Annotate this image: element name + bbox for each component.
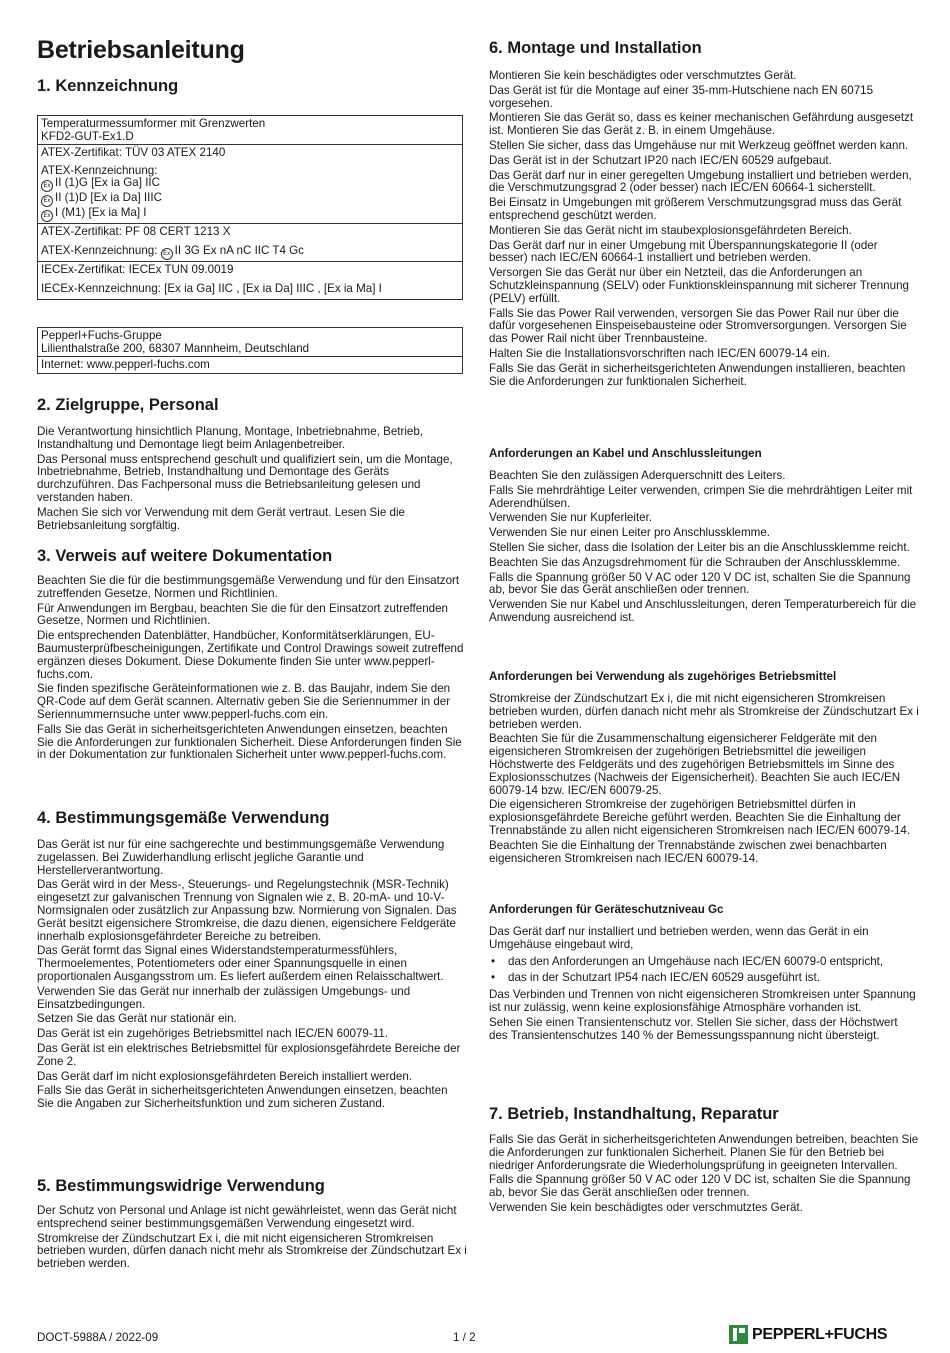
- list-item: • das den Anforderungen an Umgehäuse nach IEC/EN 60079-0 entspricht,: [489, 956, 919, 969]
- atex2-cell: ATEX-Zertifikat: PF 08 CERT 1213 X ATEX-Kennzeichnung: Ex II 3G Ex nA nC IIC T4 Gc: [38, 224, 463, 262]
- section-heading: 1. Kennzeichnung: [37, 77, 179, 95]
- page-number: 1 / 2: [453, 1331, 476, 1344]
- atex-cell: ATEX-Zertifikat: TÜV 03 ATEX 2140 ATEX-Kennzeichnung: Ex II (1)G [Ex ia Ga] IIC Ex II (1)D [Ex ia Da] IIIC Ex I (M1) [Ex ia Ma] I: [38, 145, 463, 224]
- product-cell: Temperaturmessumformer mit Grenzwerten KFD2-GUT-Ex1.D: [38, 116, 463, 145]
- internet-cell: Internet: www.pepperl-fuchs.com: [38, 357, 463, 374]
- marking-table: [37, 115, 467, 300]
- section-7: 7. Betrieb, Instandhaltung, Reparatur Falls Sie das Gerät in sicherheitsgerichteten Anwendungen betreiben, beachten Sie die Anforderungen zur funktionalen Sicherheit. Planen Sie für den Betrieb bei niedriger Anforderungsrate die Wiederholungsprüfung in geeigneten Intervallen. Falls die Spannung größer 50 V AC oder 120 V DC ist, schalten Sie die Spannung ab, bevor Sie das Gerät anschließen oder trennen. Verwenden Sie kein beschädigtes oder verschmutztes Gerät.: [489, 1105, 919, 1214]
- gc-bullet-list: [489, 956, 919, 986]
- section-2: 2. Zielgruppe, Personal Die Verantwortung hinsichtlich Planung, Montage, Inbetriebnahme, Betrieb, Instandhaltung und Demontage liegt beim Anlagenbetreiber. Das Personal muss entsprechend geschult und qualifiziert sein, um die Montage, Inbetriebnahme, Betrieb, Instandhaltung und Demontage des Geräts durchzuführen. Das Fachpersonal muss die Betriebsanleitung gelesen und verstanden haben. Machen Sie sich vor Verwendung mit dem Gerät vertraut. Lesen Sie die Betriebsanleitung sorgfältig.: [37, 396, 453, 532]
- company-cell: Pepperl+Fuchs-Gruppe Lilienthalstraße 200, 68307 Mannheim, Deutschland: [38, 328, 463, 357]
- document-title: Betriebsanleitung: [37, 36, 245, 64]
- ex-symbol-icon: Ex: [41, 210, 53, 222]
- list-item: • das in der Schutzart IP54 nach IEC/EN 60529 ausgeführt ist.: [489, 972, 919, 985]
- logo-icon: [729, 1325, 748, 1344]
- section-1: [37, 77, 467, 96]
- ex-symbol-icon: Ex: [161, 248, 173, 260]
- iecex-cell: IECEx-Zertifikat: IECEx TUN 09.0019 IECEx-Kennzeichnung: [Ex ia Ga] IIC , [Ex ia Da] IIIC , [Ex ia Ma] I: [38, 261, 463, 299]
- section-6: 6. Montage und Installation Montieren Sie kein beschädigtes oder verschmutztes Gerät. Das Gerät ist für die Montage auf einer 35-mm-Hutschiene nach EN 60715 vorgesehen. Montieren Sie das Gerät so, dass es keiner mechanischen Gefährdung ausgesetzt ist. Montieren Sie das Gerät z. B. in einem Umgehäuse. Stellen Sie sicher, dass das Umgehäuse nur mit Werkzeug geöffnet werden kann. Das Gerät ist in der Schutzart IP20 nach IEC/EN 60529 aufgebaut. Das Gerät darf nur in einer geregelten Umgebung installiert und betrieben werden, die Verschmutzungsgrad 2 (oder besser) nach IEC/EN 60664-1 sicherstellt. Bei Einsatz in Umgebungen mit größerem Verschmutzungsgrad muss das Gerät entsprechend geschützt werden. Montieren Sie das Gerät nicht im staubexplosionsgefährdeten Bereich. Das Gerät darf nur in einer Umgebung mit Überspannungskategorie II (oder besser) nach IEC/EN 60664-1 installiert und betrieben werden. Versorgen Sie das Gerät nur über ein Netzteil, das die Anforderungen an Schutzkleinspannung (SELV) oder Funktionskleinspannung mit sicherer Trennung (PELV) erfüllt. Falls Sie das Power Rail verwenden, versorgen Sie das Power Rail nur über die dafür vorgesehenen Einspeisebausteine oder Stromversorgungen. Versorgen Sie das Power Rail nicht über Trennbausteine. Halten Sie die Installationsvorschriften nach IEC/EN 60079-14 ein. Falls Sie das Gerät in sicherheitsgerichteten Anwendungen installieren, beachten Sie die Anforderungen zur funktionalen Sicherheit.: [489, 39, 914, 388]
- ex-symbol-icon: Ex: [41, 195, 53, 207]
- section-3: 3. Verweis auf weitere Dokumentation Beachten Sie die für die bestimmungsgemäße Verwendung und für den Einsatzort zutreffenden Gesetze, Normen und Richtlinien. Für Anwendungen im Bergbau, beachten Sie die für den Einsatzort zutreffenden Gesetze, Normen und Richtlinien. Die entsprechenden Datenblätter, Handbücher, Konformitätserklärungen, EU-Baumusterprüfbescheinigungen, Zertifikate und Control Drawings soweit zutreffend ergänzen dieses Dokument. Diese Dokumente finden Sie unter www.pepperl-fuchs.com. Sie finden spezifische Geräteinformationen wie z. B. das Baujahr, indem Sie den QR-Code auf dem Gerät scannen. Alternativ geben Sie die Seriennummer in der Seriennummernsuche unter www.pepperl-fuchs.com ein. Falls Sie das Gerät in sicherheitsgerichteten Anwendungen einsetzen, beachten Sie die Anforderungen zur funktionalen Sicherheit. Diese Anforderungen finden Sie in der Dokumentation zur funktionalen Sicherheit unter www.pepperl-fuchs.com.: [37, 547, 464, 762]
- ex-symbol-icon: Ex: [41, 180, 53, 192]
- subsection-cables: Anforderungen an Kabel und Anschlussleitungen Beachten Sie den zulässigen Aderquerschnitt des Leiters. Falls Sie mehrdrähtige Leiter verwenden, crimpen Sie die mehrdrähtigen Leiter mit Aderendhülsen. Verwenden Sie nur Kupferleiter. Verwenden Sie nur einen Leiter pro Anschlussklemme. Stellen Sie sicher, dass die Isolation der Leiter bis an die Anschlussklemme reicht. Beachten Sie das Anzugsdrehmoment für die Schrauben der Anschlussklemme. Falls die Spannung größer 50 V AC oder 120 V DC ist, schalten Sie die Spannung ab, bevor Sie das Gerät anschließen oder trennen. Verwenden Sie nur Kabel und Anschlussleitungen, deren Temperaturbereich für die Anwendung ausreichend ist.: [489, 447, 917, 624]
- subsection-gc: Anforderungen für Geräteschutzniveau Gc Das Gerät darf nur installiert und betrieben werden, wenn das Gerät in ein Umgehäuse eingebaut wird, • das den Anforderungen an Umgehäuse nach IEC/EN 60079-0 entspricht, • das in der Schutzart IP54 nach IEC/EN 60529 ausgeführt ist. Das Verbinden und Trennen von nicht eigensicheren Stromkreisen unter Spannung ist nur zulässig, wenn keine explosionsfähige Atmosphäre vorhanden ist. Sehen Sie einen Transientenschutz vor. Stellen Sie sicher, dass der Höchstwert des Transientenschutzes 140 % der Bemessungsspannung nicht übersteigt.: [489, 903, 919, 1042]
- section-4: 4. Bestimmungsgemäße Verwendung Das Gerät ist nur für eine sachgerechte und bestimmungsgemäße Verwendung zugelassen. Bei Zuwiderhandlung erlischt jegliche Garantie und Herstellerverantwortung. Das Gerät wird in der Mess-, Steuerungs- und Regelungstechnik (MSR-Technik) eingesetzt zur galvanischen Trennung von Signalen wie z. B. 20-mA- und 10-V-Normsignalen oder zusätzlich zur Anpassung bzw. Normierung von Signalen. Das Gerät besitzt eigensichere Stromkreise, die dazu dienen, eigensichere Feldgeräte innerhalb explosionsgefährdeter Bereiche zu betreiben. Das Gerät formt das Signal eines Widerstandstemperaturmessfühlers, Thermoelementes, Potentiometers oder einer Spannungsquelle in einen proportionalen Ausgangsstrom um. Es liefert außerdem einen Relaisschaltwert. Verwenden Sie das Gerät nur innerhalb der zulässigen Umgebungs- und Einsatzbedingungen. Setzen Sie das Gerät nur stationär ein. Das Gerät ist ein zugehöriges Betriebsmittel nach IEC/EN 60079-11. Das Gerät ist ein elektrisches Betriebsmittel für explosionsgefährdete Bereiche der Zone 2. Das Gerät darf im nicht explosionsgefährdeten Bereich installiert werden. Falls Sie das Gerät in sicherheitsgerichteten Anwendungen einsetzen, beachten Sie die Angaben zur Sicherheitsfunktion und zum sicheren Zustand.: [37, 809, 461, 1111]
- section-5: 5. Bestimmungswidrige Verwendung Der Schutz von Personal und Anlage ist nicht gewährleistet, wenn das Gerät nicht entsprechend seiner bestimmungsgemäßen Verwendung eingesetzt wird. Stromkreise der Zündschutzart Ex i, die mit nicht eigensicheren Stromkreisen betrieben wurden, dürfen danach nicht mehr als Stromkreise der Zündschutzart Ex i betrieben werden.: [37, 1177, 467, 1271]
- subsection-associated-apparatus: Anforderungen bei Verwendung als zugehöriges Betriebsmittel Stromkreise der Zündschutzart Ex i, die mit nicht eigensicheren Stromkreisen betrieben wurden, dürfen danach nicht mehr als Stromkreise der Zündschutzart Ex i betrieben werden. Beachten Sie für die Zusammenschaltung eigensicherer Feldgeräte mit den eigensicheren Stromkreisen der zugehörigen Betriebsmittel die jeweiligen Höchstwerte des Feldgeräts und des zugehörigen Betriebsmittels im Sinne des Explosionsschutzes (Nachweis der Eigensicherheit). Beachten Sie auch IEC/EN 60079-14 bzw. IEC/EN 60079-25. Die eigensicheren Stromkreise der zugehörigen Betriebsmittel dürfen in explosionsgefährdete Bereiche geführt werden. Beachten Sie die Einhaltung der Trennabstände zu allen nicht eigensicheren Stromkreisen nach IEC/EN 60079-14. Beachten Sie die Einhaltung der Trennabstände zwischen zwei benachbarten eigensicheren Stromkreisen nach IEC/EN 60079-14.: [489, 670, 919, 865]
- company-table: [37, 327, 467, 374]
- pepperl-fuchs-logo: PEPPERL+FUCHS: [729, 1325, 887, 1344]
- doc-id: DOCT-5988A / 2022-09: [37, 1331, 159, 1344]
